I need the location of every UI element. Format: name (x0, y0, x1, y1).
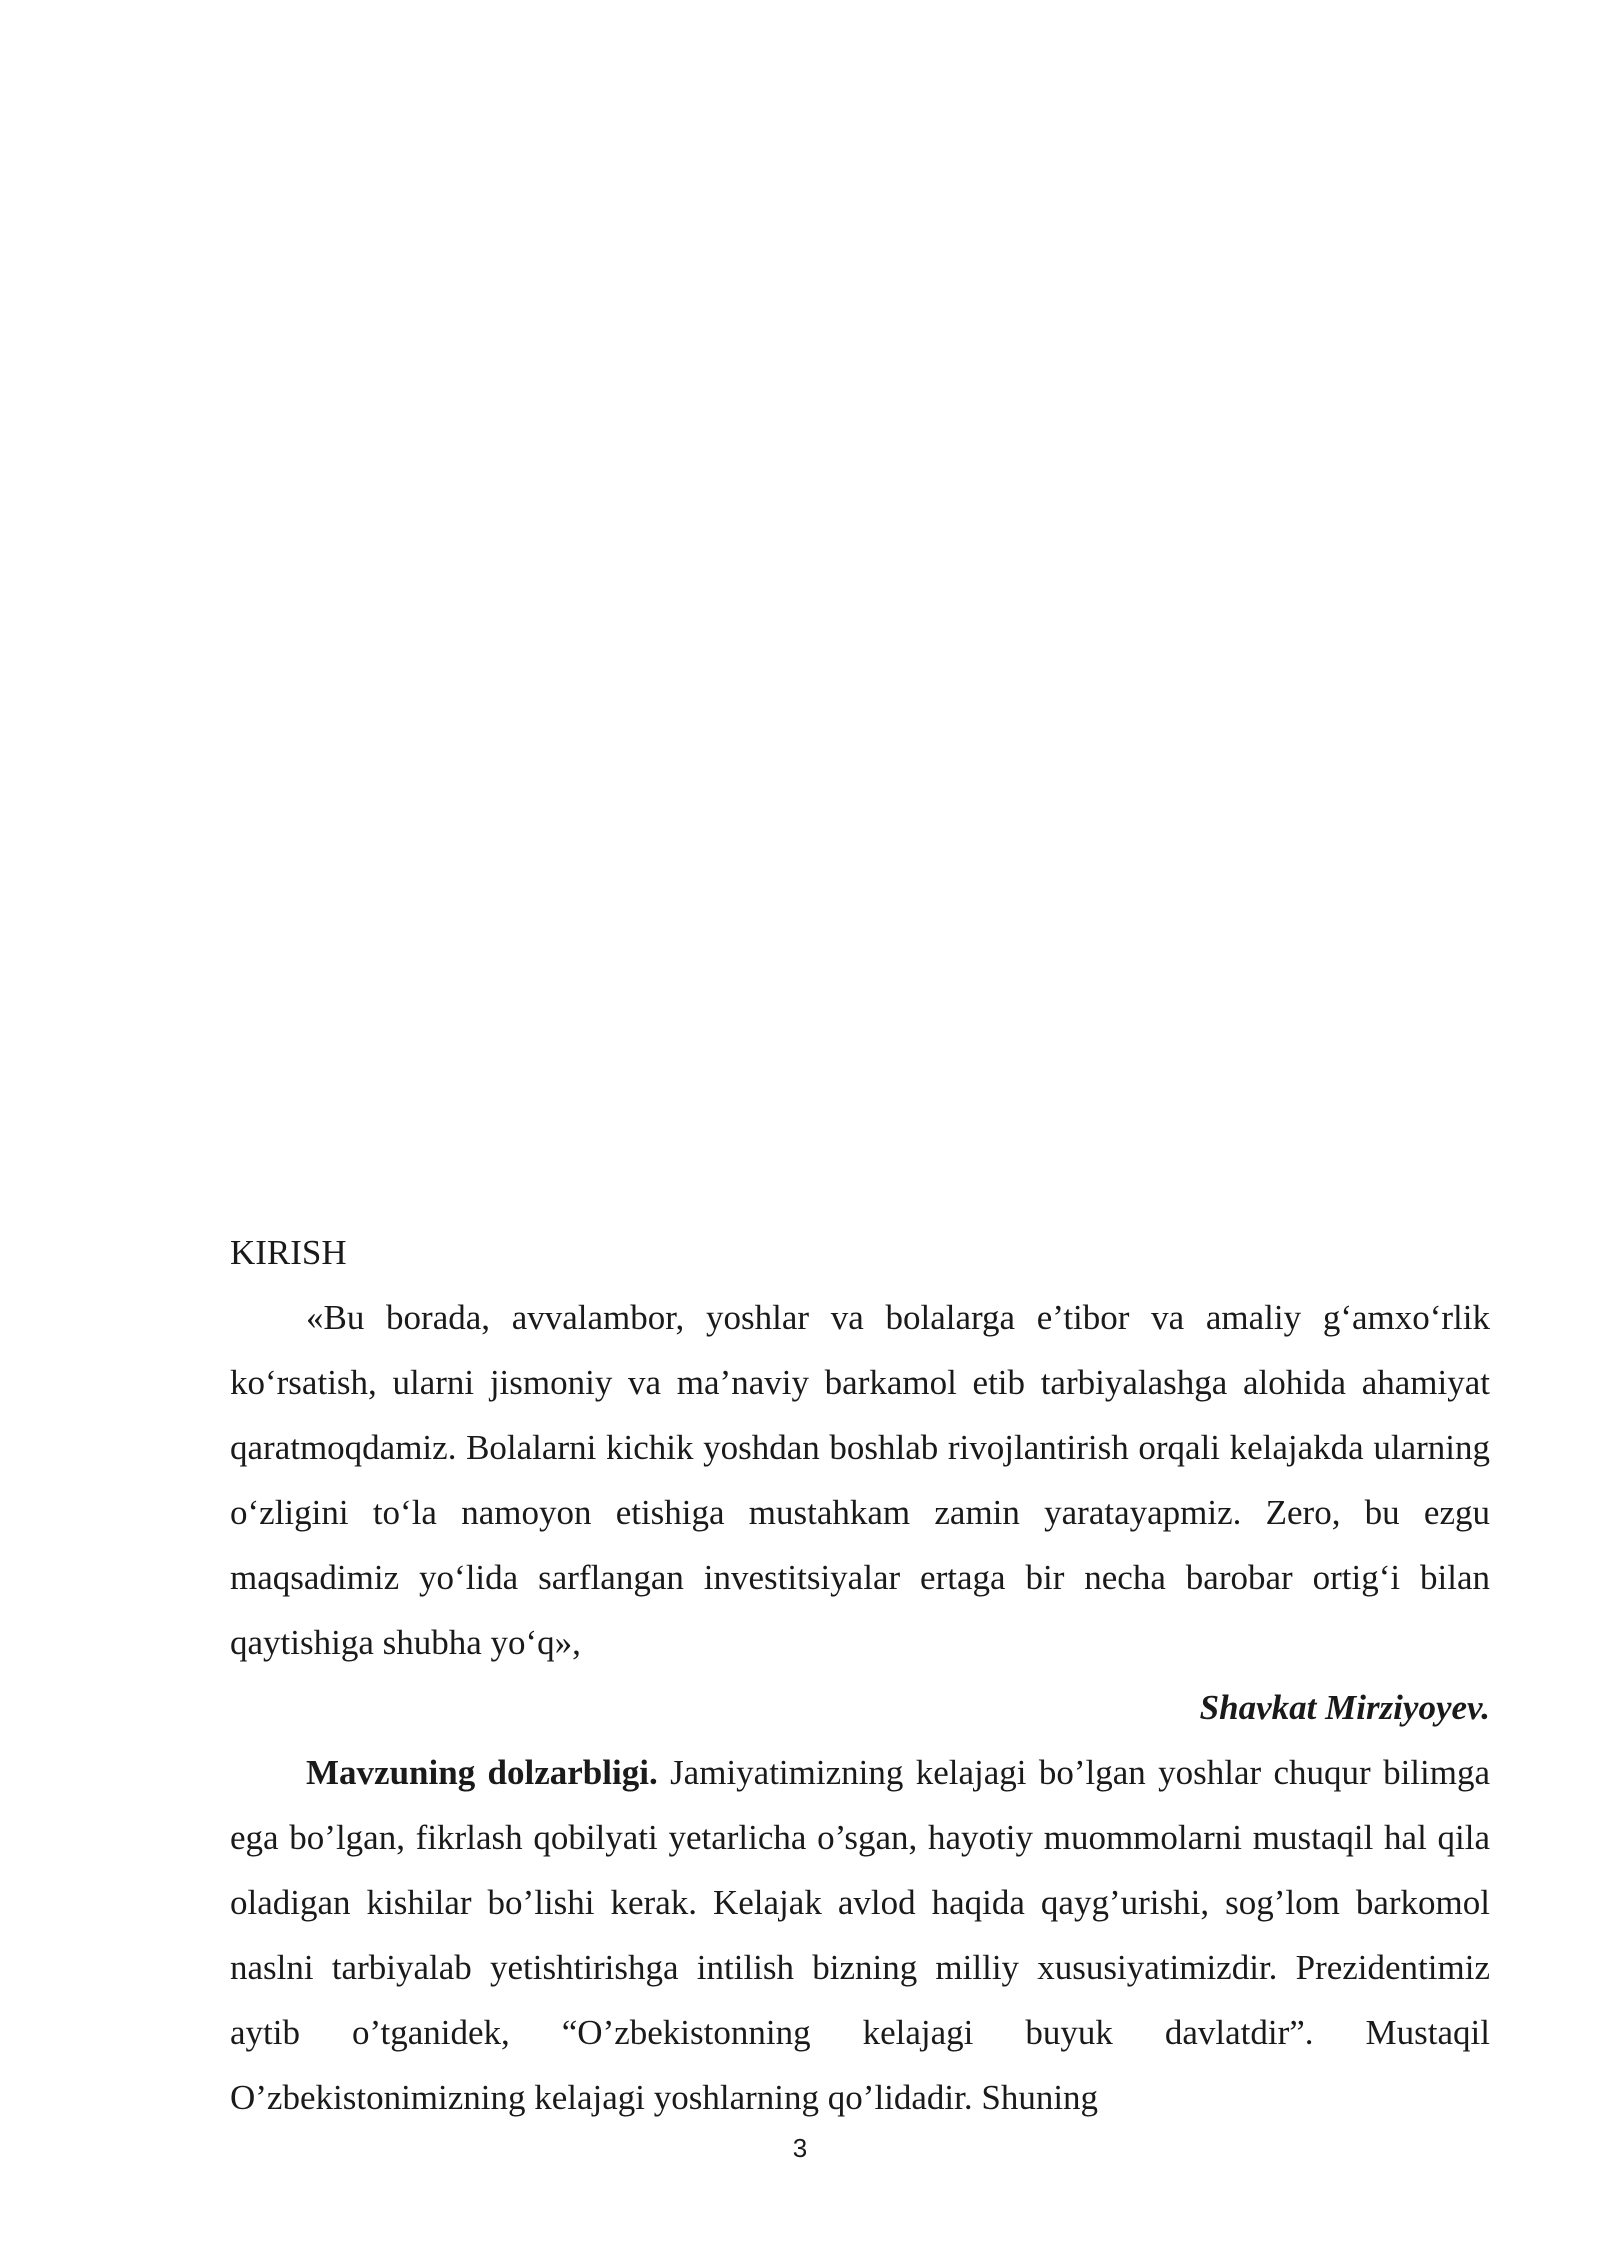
page-number: 3 (792, 2133, 808, 2163)
quote-paragraph: «Bu borada, avvalambor, yoshlar va bolalarga e’tibor va amaliy g‘amxo‘rlik ko‘rsatish, ularni jismoniy va ma’naviy barkamol etib tarbiyalashga alohida ahamiyat qaratmoqdamiz. Bolalarni kichik yoshdan boshlab rivojlantirish orqali kelajakda ularning o‘zligini to‘la namoyon etishiga mustahkam zamin yaratayapmiz. Zero, bu ezgu maqsadimiz yo‘lida sarflangan investitsiyalar ertaga bir necha barobar ortig‘i bilan qaytishiga shubha yo‘q», (230, 1298, 1490, 1662)
section-heading: KIRISH (230, 1233, 347, 1272)
page-body (230, 1220, 1490, 2130)
relevance-text: Jamiyatimizning kelajagi bo’lgan yoshlar chuqur bilimga ega bo’lgan, fikrlash qobilyati yetarlicha o’sgan, hayotiy muommolarni mustaqil hal qila oladigan kishilar bo’lishi kerak. Kelajak avlod haqida qayg’urishi, sog’lom barkomol naslni tarbiyalab yetishtirishga intilish bizning milliy xususiyatimizdir. Prezidentimiz aytib o’tganidek, “O’zbekistonning kelajagi buyuk davlatdir”. Mustaqil O’zbekistonimizning kelajagi yoshlarning qo’lidadir. Shuning (230, 1753, 1490, 2117)
relevance-paragraph (230, 1740, 1490, 2130)
relevance-lead: Mavzuning dolzarbligi. (306, 1753, 658, 1792)
quote-author: Shavkat Mirziyoyev. (1199, 1688, 1490, 1727)
